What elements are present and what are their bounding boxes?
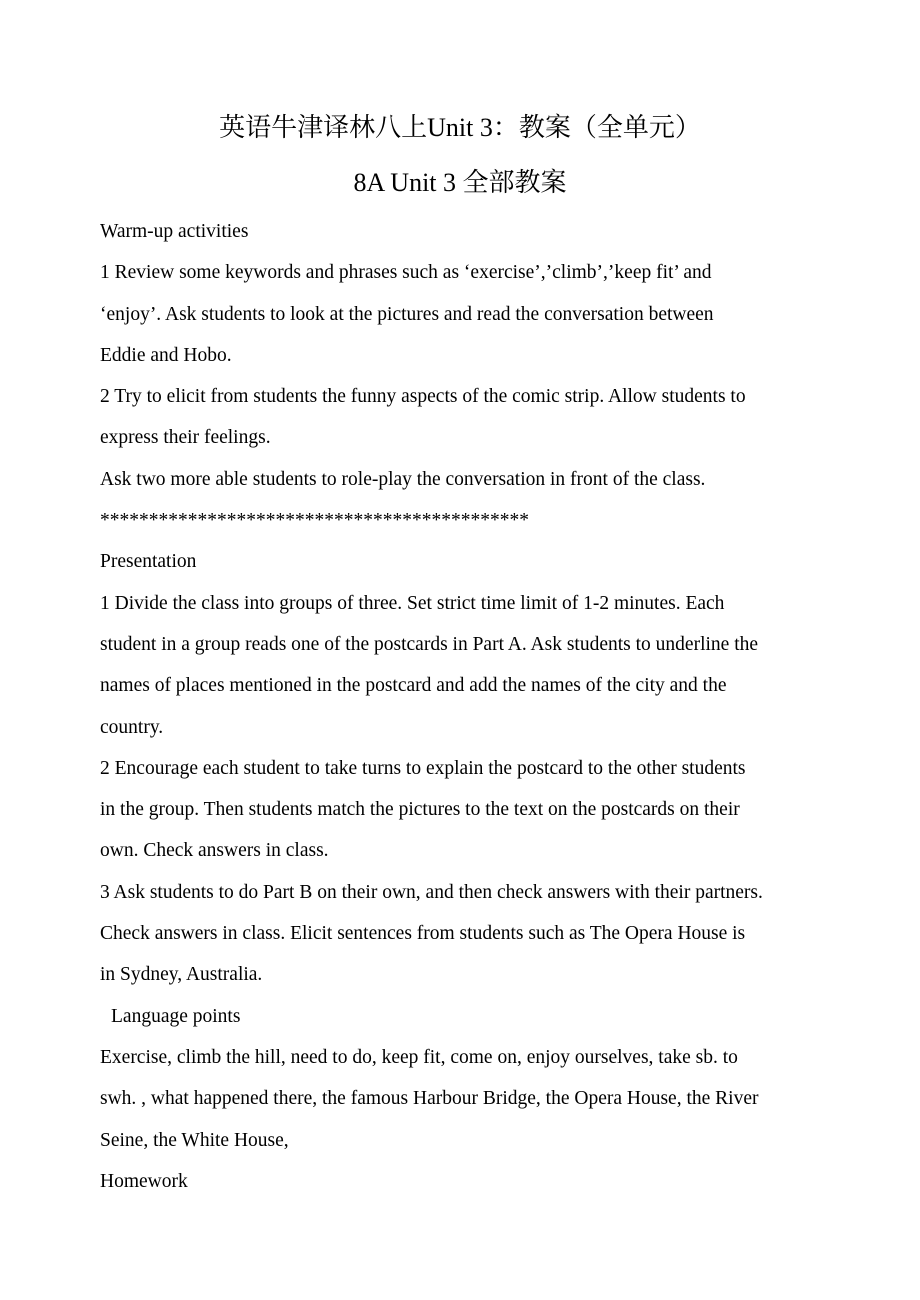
text-line: own. Check answers in class. xyxy=(100,840,329,862)
text-line: Check answers in class. Elicit sentences from students such as The Opera House is xyxy=(100,923,746,945)
text-line: student in a group reads one of the postcards in Part A. Ask students to underline the xyxy=(100,633,759,655)
text-line: in Sydney, Australia. xyxy=(100,964,263,986)
text-line: Ask two more able students to role-play the conversation in front of the class. xyxy=(100,468,706,490)
text-line: Seine, the White House, xyxy=(100,1129,289,1151)
text-line: Eddie and Hobo. xyxy=(100,344,232,366)
section-heading-warm-up: Warm-up activities xyxy=(100,221,249,242)
text-line: 2 Encourage each student to take turns to explain the postcard to the other students xyxy=(100,757,746,779)
text-line: swh. , what happened there, the famous Harbour Bridge, the Opera House, the River xyxy=(100,1088,759,1110)
text-line: 1 Divide the class into groups of three. Set strict time limit of 1-2 minutes. Each xyxy=(100,592,725,614)
document-title: 英语牛津译林八上Unit 3：教案（全单元） xyxy=(219,113,701,142)
document-body xyxy=(100,211,840,1202)
document-subtitle: 8A Unit 3 全部教案 xyxy=(353,168,567,197)
text-line: express their feelings. xyxy=(100,427,271,449)
section-heading-presentation: Presentation xyxy=(100,551,197,573)
text-line: 1 Review some keywords and phrases such as ‘exercise’,’climb’,’keep fit’ and xyxy=(100,262,712,284)
text-line: in the group. Then students match the pictures to the text on the postcards on their xyxy=(100,799,740,821)
text-line: country. xyxy=(100,716,164,738)
text-line: ‘enjoy’. Ask students to look at the pictures and read the conversation between xyxy=(100,303,714,325)
section-heading-homework: Homework xyxy=(100,1170,188,1192)
text-line: 3 Ask students to do Part B on their own, and then check answers with their partners. xyxy=(100,881,763,903)
text-line: names of places mentioned in the postcard and add the names of the city and the xyxy=(100,675,727,697)
text-line: Exercise, climb the hill, need to do, keep fit, come on, enjoy ourselves, take sb. to xyxy=(100,1046,738,1068)
text-line: 2 Try to elicit from students the funny aspects of the comic strip. Allow students to xyxy=(100,386,746,408)
section-heading-language-points: Language points xyxy=(111,1005,241,1027)
divider-asterisks: ******************************************** xyxy=(100,510,529,532)
